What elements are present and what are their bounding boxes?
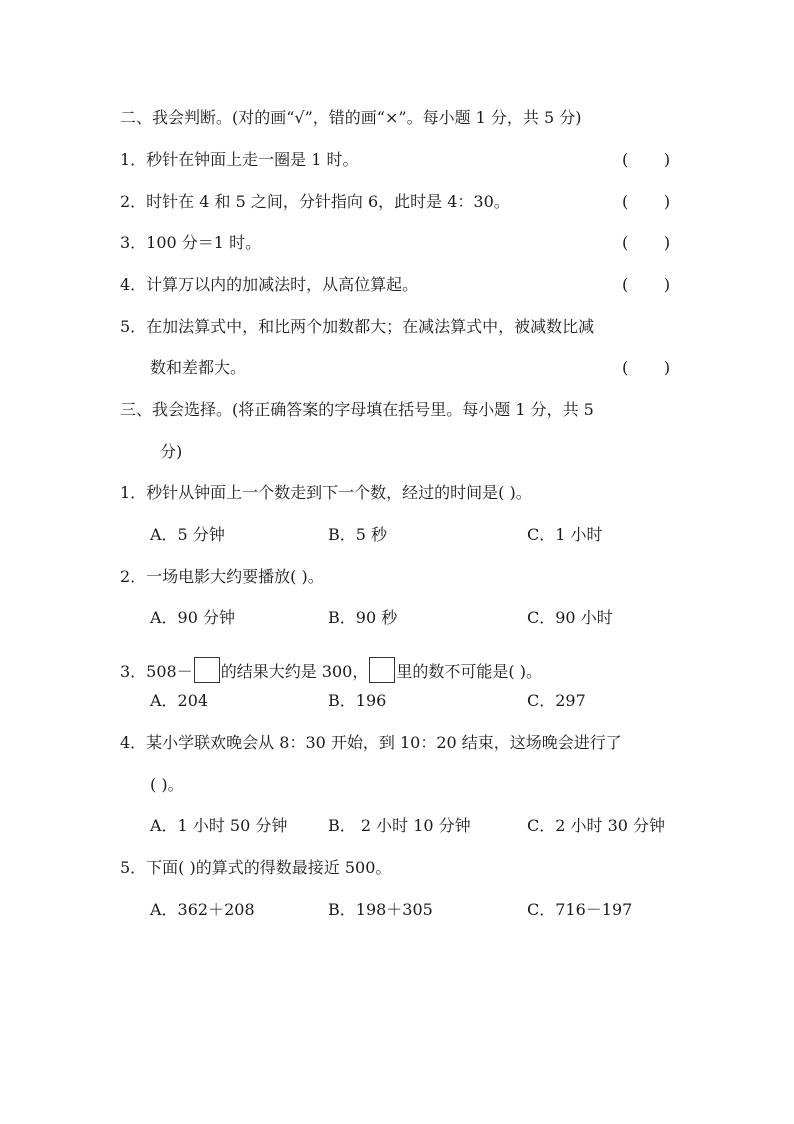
q3-option-c[interactable]: C．297 (527, 691, 586, 710)
judge-answer-3[interactable]: ( ) (622, 233, 671, 252)
choice-question-5: 5．下面( )的算式的得数最接近 500。 (120, 858, 392, 877)
q1-option-a[interactable]: A．5 分钟 (150, 525, 225, 544)
q3-text-a: 3．508－ (120, 662, 193, 681)
judge-answer-1[interactable]: ( ) (622, 150, 671, 169)
q1-option-b[interactable]: B．5 秒 (328, 525, 388, 544)
judge-answer-5[interactable]: ( ) (622, 358, 671, 377)
judge-answer-2[interactable]: ( ) (622, 192, 671, 211)
q3-blank-box-1 (194, 657, 220, 683)
judge-answer-4[interactable]: ( ) (622, 275, 671, 294)
choice-question-4: 4．某小学联欢晚会从 8：30 开始，到 10：20 结束，这场晚会进行了 (120, 733, 622, 752)
q4-option-b[interactable]: B． 2 小时 10 分钟 (328, 816, 471, 835)
q3-text-c: 里的数不可能是( )。 (396, 662, 542, 681)
choice-question-4-cont: ( )。 (150, 775, 184, 794)
section2-heading: 二、我会判断。(对的画“√”，错的画“×”。每小题 1 分，共 5 分) (120, 108, 582, 127)
judge-item-4: 4．计算万以内的加减法时，从高位算起。 (120, 275, 419, 294)
q3-blank-box-2 (369, 657, 395, 683)
q4-option-c[interactable]: C．2 小时 30 分钟 (527, 816, 666, 835)
q1-option-c[interactable]: C．1 小时 (527, 525, 603, 544)
q5-option-c[interactable]: C．716－197 (527, 900, 633, 919)
q2-option-b[interactable]: B．90 秒 (328, 608, 398, 627)
section3-heading: 三、我会选择。(将正确答案的字母填在括号里。每小题 1 分，共 5 (120, 400, 594, 419)
section3-heading-cont: 分) (160, 442, 183, 461)
q3-option-a[interactable]: A．204 (150, 691, 209, 710)
choice-question-1: 1．秒针从钟面上一个数走到下一个数，经过的时间是( )。 (120, 483, 532, 502)
judge-item-2: 2．时针在 4 和 5 之间，分针指向 6，此时是 4：30。 (120, 192, 510, 211)
judge-item-5-cont: 数和差都大。 (150, 358, 247, 377)
judge-item-5: 5．在加法算式中，和比两个加数都大；在减法算式中，被减数比减 (120, 317, 595, 336)
q3-option-b[interactable]: B．196 (328, 691, 387, 710)
q4-option-a[interactable]: A．1 小时 50 分钟 (150, 816, 288, 835)
choice-question-3 (120, 657, 542, 679)
q3-text-b: 的结果大约是 300， (220, 662, 369, 681)
q2-option-a[interactable]: A．90 分钟 (150, 608, 236, 627)
judge-item-1: 1．秒针在钟面上走一圈是 1 时。 (120, 150, 359, 169)
q2-option-c[interactable]: C．90 小时 (527, 608, 613, 627)
judge-item-3: 3．100 分＝1 时。 (120, 233, 262, 252)
choice-question-2: 2．一场电影大约要播放( )。 (120, 567, 324, 586)
q5-option-a[interactable]: A．362＋208 (150, 900, 255, 919)
q5-option-b[interactable]: B．198＋305 (328, 900, 433, 919)
